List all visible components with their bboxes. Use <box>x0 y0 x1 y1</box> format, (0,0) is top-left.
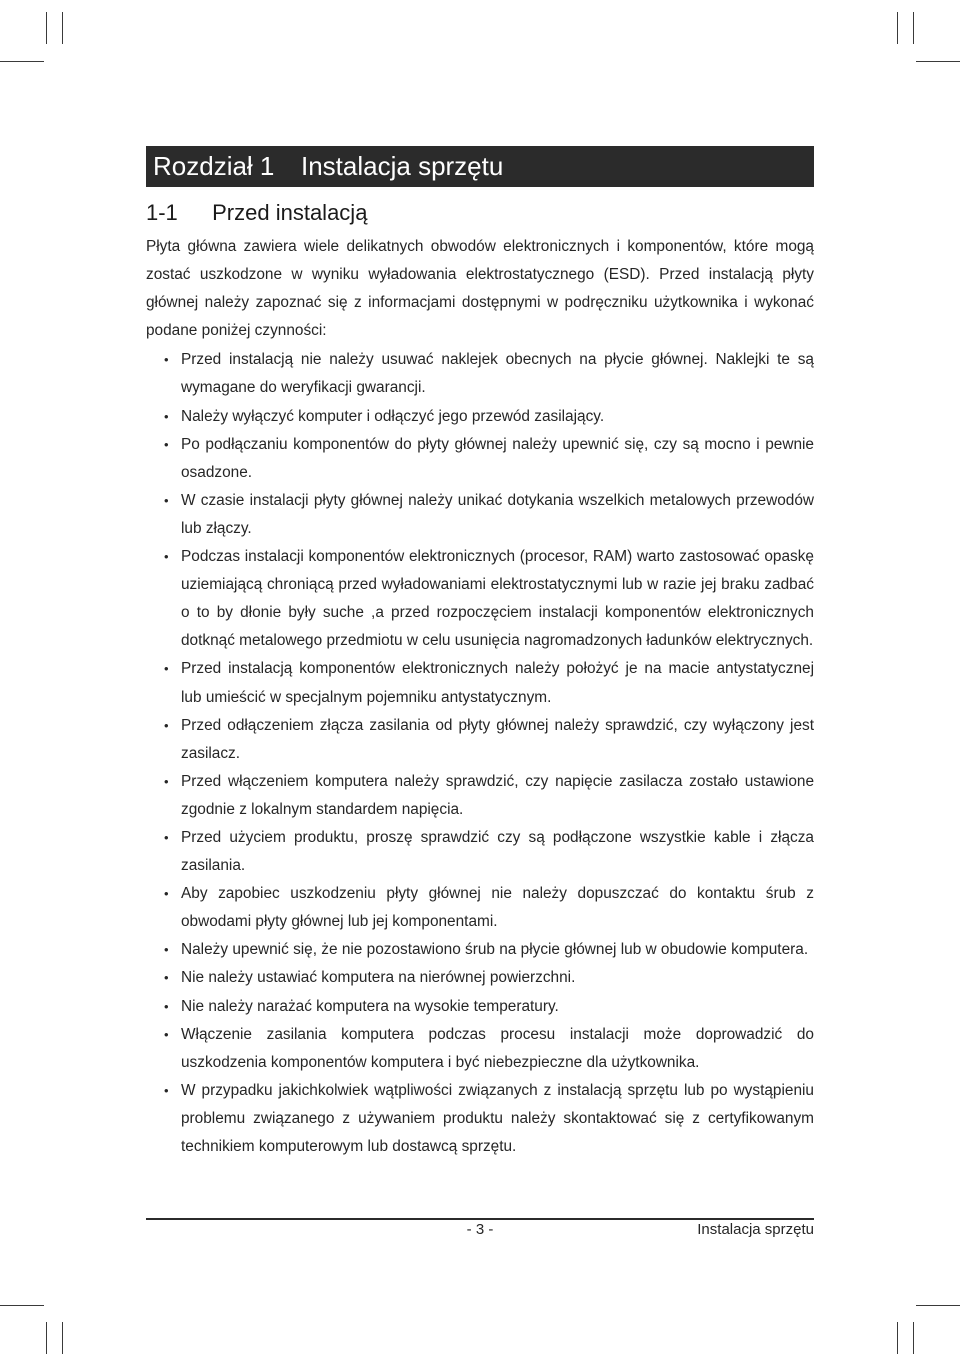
bullet-icon: • <box>164 408 169 424</box>
bullet-icon: • <box>164 352 169 368</box>
list-item-text: Aby zapobiec uszkodzeniu płyty głównej nie należy dopuszczać do kontaktu śrub z obwodami płyty głównej lub jej komponentami. <box>181 885 814 931</box>
crop-mark <box>897 12 898 44</box>
list-item-text: Należy wyłączyć komputer i odłączyć jego przewód zasilający. <box>181 407 605 425</box>
list-item-text: Przed włączeniem komputera należy sprawdzić, czy napięcie zasilacza zostało ustawione zgodnie z lokalnym standardem napięcia. <box>181 772 814 818</box>
crop-mark <box>46 1322 47 1354</box>
section-heading <box>146 200 367 226</box>
bullet-icon: • <box>164 886 169 902</box>
crop-mark <box>913 1322 914 1354</box>
bullet-icon: • <box>164 717 169 733</box>
footer-divider <box>146 1218 814 1220</box>
crop-mark <box>0 1305 44 1306</box>
list-item <box>146 655 814 711</box>
bullet-icon: • <box>164 661 169 677</box>
crop-mark <box>62 1322 63 1354</box>
list-item-text: Przed odłączeniem złącza zasilania od płyty głównej należy sprawdzić, czy wyłączony jest zasilacz. <box>181 716 814 762</box>
list-item-text: Przed użyciem produktu, proszę sprawdzić czy są podłączone wszystkie kable i złącza zasilania. <box>181 828 814 875</box>
list-item-text: Włączenie zasilania komputera podczas procesu instalacji może doprowadzić do uszkodzenia komponentów komputera i być niebezpieczne dla użytkownika. <box>181 1025 814 1071</box>
bullet-icon: • <box>164 773 169 789</box>
list-item <box>146 768 814 824</box>
list-item <box>146 487 814 543</box>
list-item <box>146 543 814 655</box>
list-item <box>146 346 814 402</box>
list-item <box>146 431 814 487</box>
bullet-icon: • <box>164 1026 169 1042</box>
list-item <box>146 993 814 1021</box>
crop-mark <box>0 61 44 62</box>
list-item <box>146 964 814 992</box>
list-item <box>146 1077 814 1161</box>
list-item-text: Nie należy narażać komputera na wysokie temperatury. <box>181 997 559 1015</box>
chapter-title: Instalacja sprzętu <box>301 151 504 181</box>
body-content <box>146 233 814 1161</box>
chapter-banner <box>146 146 814 187</box>
crop-mark <box>46 12 47 44</box>
crop-mark <box>62 12 63 44</box>
list-item <box>146 1021 814 1077</box>
bullet-icon: • <box>164 436 169 452</box>
list-item-text: Po podłączaniu komponentów do płyty głównej należy upewnić się, czy są mocno i pewnie osadzone. <box>181 435 814 481</box>
list-item-text: Podczas instalacji komponentów elektronicznych (procesor, RAM) warto zastosować opaskę uziemiającą chroniącą przed wyładowaniami elektrostatycznymi lub w razie jej braku zadbać o to by dłonie były suche ,a przed rozpoczęciem instalacji komponentów elektronicznych dotknąć metalowego przedmiotu w celu usunięcia nagromadzonych ładunków elektrycznych. <box>181 548 814 650</box>
precautions-list <box>146 346 814 1161</box>
section-number: 1-1 <box>146 200 178 225</box>
list-item-text: Przed instalacją nie należy usuwać naklejek obecnych na płycie głównej. Naklejki te są wymagane do weryfikacji gwarancji. <box>181 351 814 397</box>
bullet-icon: • <box>164 998 169 1014</box>
bullet-icon: • <box>164 942 169 958</box>
list-item <box>146 712 814 768</box>
bullet-icon: • <box>164 492 169 508</box>
intro-paragraph: Płyta główna zawiera wiele delikatnych obwodów elektronicznych i komponentów, które mogą zostać uszkodzone w wyniku wyładowania elektrostatycznego (ESD). Przed instalacją płyty głównej należy zapoznać się z informacjami dostępnymi w podręczniku użytkownika i wykonać podane poniżej czynności: <box>146 238 814 340</box>
list-item <box>146 880 814 936</box>
list-item-text: Przed instalacją komponentów elektronicznych należy położyć je na macie antystatycznej lub umieścić w specjalnym pojemniku antystatycznym. <box>181 660 814 706</box>
bullet-icon: • <box>164 1082 169 1098</box>
list-item <box>146 403 814 431</box>
page-number: - 3 - <box>466 1221 494 1238</box>
bullet-icon: • <box>164 829 169 845</box>
bullet-icon: • <box>164 970 169 986</box>
list-item-text: W czasie instalacji płyty głównej należy unikać dotykania wszelkich metalowych przewodów lub złączy. <box>181 491 814 537</box>
list-item-text: W przypadku jakichkolwiek wątpliwości związanych z instalacją sprzętu lub po wystąpieniu problemu związanego z używaniem produktu należy skontaktować się z certyfikowanym technikiem komputerowym lub dostawcą sprzętu. <box>181 1081 814 1155</box>
list-item <box>146 936 814 964</box>
running-footer-title: Instalacja sprzętu <box>697 1221 814 1238</box>
crop-mark <box>897 1322 898 1354</box>
section-title: Przed instalacją <box>212 200 368 225</box>
list-item-text: Należy upewnić się, że nie pozostawiono śrub na płycie głównej lub w obudowie komputera. <box>181 941 809 959</box>
list-item <box>146 824 814 880</box>
crop-mark <box>916 61 960 62</box>
crop-mark <box>913 12 914 44</box>
chapter-number: Rozdział 1 <box>153 151 275 181</box>
list-item-text: Nie należy ustawiać komputera na nierównej powierzchni. <box>181 969 576 987</box>
crop-mark <box>916 1305 960 1306</box>
bullet-icon: • <box>164 549 169 565</box>
